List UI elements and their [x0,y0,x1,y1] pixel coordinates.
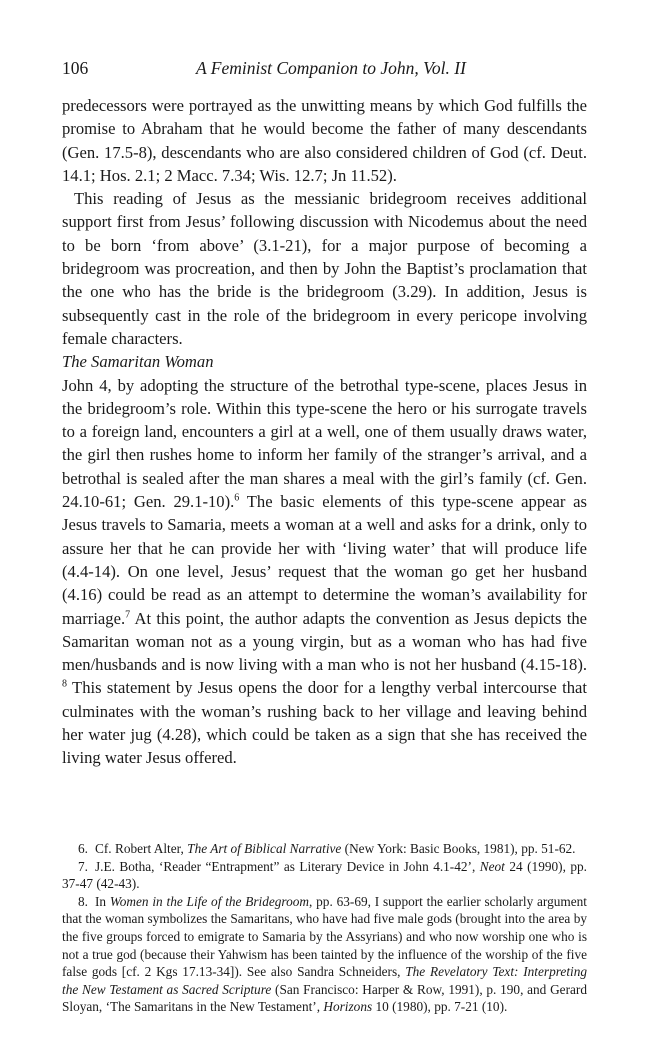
running-header [62,58,587,82]
section-heading: The Samaritan Woman [62,352,214,372]
footnote-text: In [95,893,110,909]
footnote-ref-8[interactable]: 8 [62,678,67,690]
footnote-8 [62,893,587,1016]
footnote-title: The Revelatory Text: Interpreting the New Testament as Sacred Scripture [62,964,587,997]
footnote-number: 6. [78,841,88,856]
paragraph-2 [62,187,587,350]
footnote-number: 7. [78,858,88,874]
paragraph-3-text-d: This statement by Jesus opens the door for a lengthy verbal intercourse that culminates with the woman’s rushing back to her village and leaving behind her water jug (4.28), which could be taken as a sign that she has received the living water Jesus offered. [62,678,587,768]
paragraph-3-text-a: John 4, by adopting the structure of the betrothal type-scene, places Jesus in the bridegroom’s role. Within this type-scene the hero or his surrogate travels to a foreign land, encounters a girl at a well, one of them usually draws water, the girl then rushes home to inform her family of the stranger’s arrival, and a betrothal is sealed after the man shares a meal with the girl’s family (cf. Gen. 24.10-61; Gen. 29.1-10). [62,375,587,512]
footnote-text: 10 (1980), pp. 7-21 (10). [372,999,508,1015]
paragraph-2-text: This reading of Jesus as the messianic bridegroom receives additional support first from Jesus’ following discussion with Nicodemus about the need to be born ‘from above’ (3.1-21), for a major purpose of becoming a bridegroom was procreation, and then by John the Baptist’s proclamation that the one who has the bride is the bridegroom (3.29). In addition, Jesus is subsequently cast in the role of the bridegroom in every pericope involving female characters. [62,189,587,348]
footnote-6 [62,840,587,858]
footnotes [62,840,587,1016]
paragraph-1 [62,94,587,187]
paragraph-1-text: predecessors were portrayed as the unwitting means by which God fulfills the promise to Abraham that he would become the father of many descendants (Gen. 17.5-8), descendants who are also considered children of God (cf. Deut. 14.1; Hos. 2.1; 2 Macc. 7.34; Wis. 12.7; Jn 11.52). [62,96,587,185]
paragraph-3 [62,374,587,770]
footnote-text: (New York: Basic Books, 1981), pp. 51-62. [341,841,576,856]
footnote-title: The Art of Biblical Narrative [187,841,342,856]
footnote-ref-7[interactable]: 7 [125,609,131,620]
page-number: 106 [62,58,89,78]
footnote-text: (San Francisco: Harper & Row, 1991), p. 190, and Gerard Sloyan, ‘The Samaritans in the New Testament’, [62,981,587,1015]
footnote-title: Horizons [323,999,373,1015]
body-text [62,94,587,770]
footnote-text: , pp. 63-69, I support the earlier scholarly argument that the woman symbolizes the Samaritans, who have had five male gods (brought into the area by the five groups forced to emigrate to Samaria by the Assyrians) and who now worship one who is not a true god (because their Yahwism has been tainted by the influence of the worship of the five false gods [cf. 2 Kgs 17.13-34]). See also Sandra Schneiders, [62,893,588,980]
footnote-text: 24 (1990), pp. 37-47 (42-43). [62,858,587,892]
footnote-7 [62,858,587,893]
footnote-title: Neot [479,858,505,874]
footnote-text: Cf. Robert Alter, [95,841,188,856]
running-title: A Feminist Companion to John, Vol. II [196,58,466,78]
footnote-ref-6[interactable]: 6 [234,492,240,504]
paragraph-3-text-b: The basic elements of this type-scene appear as Jesus travels to Samaria, meets a woman at a well and asks for a drink, only to assure her that he can provide her with ‘living water’ that will produce life (4.4-14). On one level, Jesus’ request that the woman go get her husband (4.16) could be read as an attempt to determine the woman’s availability for marriage. [62,492,587,628]
footnote-text: J.E. Botha, ‘Reader “Entrapment” as Literary Device in John 4.1-42’, [95,858,480,874]
footnote-title: Women in the Life of the Bridegroom [109,893,310,909]
paragraph-3-text-c: At this point, the author adapts the convention as Jesus depicts the Samaritan woman not as a young virgin, but as a woman who has had five men/husbands and is now living with a man who is not her husband (4.15-18). [62,608,587,675]
footnote-number: 8. [78,893,88,909]
